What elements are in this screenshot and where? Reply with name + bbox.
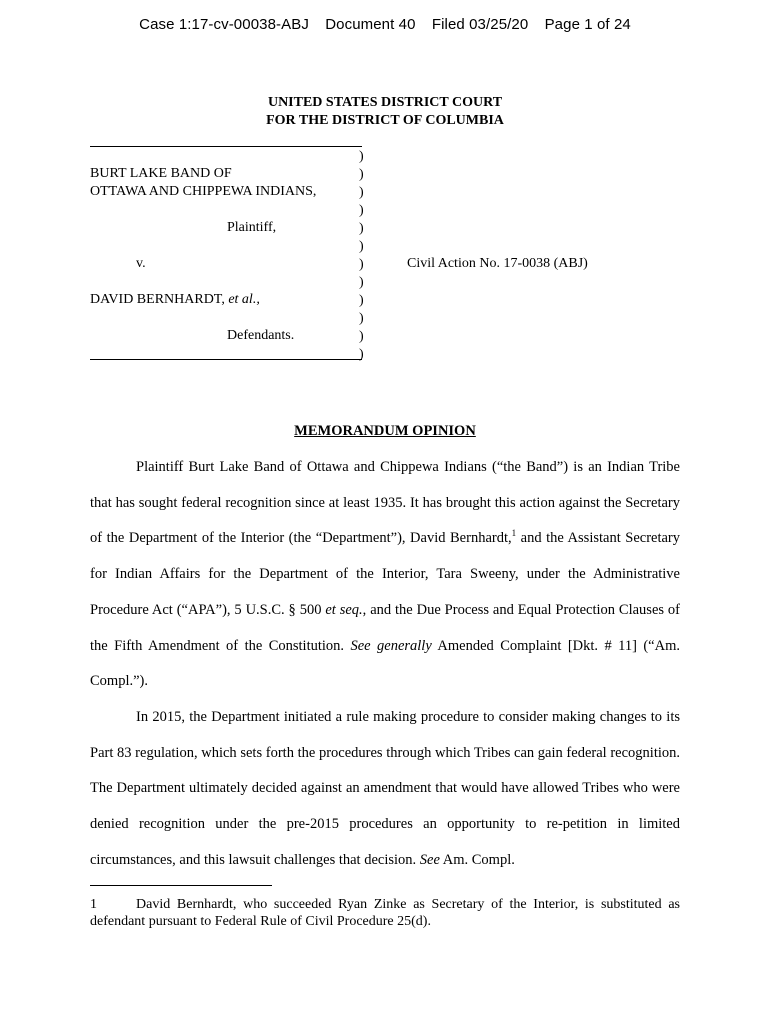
footnote-rule (90, 885, 272, 886)
page-number: Page 1 of 24 (544, 16, 631, 33)
see-signal: See (419, 851, 440, 868)
caption-parentheses: ) ) ) ) ) ) ) ) ) ) ) ) (359, 149, 364, 362)
defendant-et-al: et al., (228, 292, 260, 307)
et-seq-citation: et seq. (325, 601, 363, 618)
paragraph-2-text-a: In 2015, the Department initiated a rule making procedure to consider making changes to its Part 83 regulation, which sets forth the procedures through which Tribes can gain federal recognition. The Department ultimately decided against an amendment that would have allowed Tribes who were denied recognition under the pre-2015 procedures an opportunity to re-petition in limited circumstances, and this lawsuit challenges that decision. (90, 708, 680, 868)
document-title: MEMORANDUM OPINION (294, 423, 476, 439)
paragraph-1-text-c: , and the Due Process and Equal Protection Clauses of the Fifth Amendment of the Constitution. (90, 601, 681, 654)
versus-label: v. (136, 256, 146, 271)
defendant-name-text: DAVID BERNHARDT, (90, 292, 225, 307)
defendant-role: Defendants. (227, 328, 295, 343)
civil-action-number: Civil Action No. 17-0038 (ABJ) (407, 256, 588, 271)
court-line-1: UNITED STATES DISTRICT COURT (267, 95, 503, 110)
plaintiff-name-line-2: OTTAWA AND CHIPPEWA INDIANS, (90, 184, 317, 199)
filed-date: Filed 03/25/20 (431, 16, 529, 33)
caption-top-rule (90, 146, 362, 147)
footnote (90, 896, 680, 930)
court-name (0, 94, 770, 130)
court-line-2: FOR THE DISTRICT OF COLUMBIA (266, 113, 504, 128)
footnote-number: 1 (90, 897, 97, 912)
paragraph-2-text-b: Am. Compl. (439, 851, 515, 868)
footnote-reference: 1 (511, 528, 517, 539)
defendant-name (90, 291, 260, 309)
plaintiff-role: Plaintiff, (227, 220, 277, 235)
paragraph-1-text-b: and the Assistant Secretary for Indian Affairs for the Department of the Interior, Tara Sweeny, under the Administrative Procedure Act (“APA”), 5 U.S.C. § 500 (90, 530, 681, 618)
document-number: Document 40 (325, 16, 416, 33)
paragraph-1-text-a: Plaintiff Burt Lake Band of Ottawa and Chippewa Indians (“the Band”) is an Indian Tribe that has sought federal recognition since at least 1935. It has brought this action against the Secretary of the Department of the Interior (the “Department”), David Bernhardt, (90, 459, 680, 547)
see-generally-signal: See generally (350, 637, 432, 654)
opinion-body (90, 450, 680, 878)
caption-bottom-rule (90, 359, 362, 360)
paragraph-2 (90, 700, 680, 879)
case-header (0, 16, 770, 33)
plaintiff-name-line-1: BURT LAKE BAND OF (90, 166, 232, 181)
paragraph-1-text-d: Amended Complaint [Dkt. # 11] (“Am. Compl.”). (90, 637, 680, 690)
footnote-text: David Bernhardt, who succeeded Ryan Zinke as Secretary of the Interior, is substituted as defendant pursuant to Federal Rule of Civil Procedure 25(d). (90, 897, 680, 929)
case-number: Case 1:17-cv-00038-ABJ (139, 16, 309, 33)
paragraph-1 (90, 450, 680, 700)
